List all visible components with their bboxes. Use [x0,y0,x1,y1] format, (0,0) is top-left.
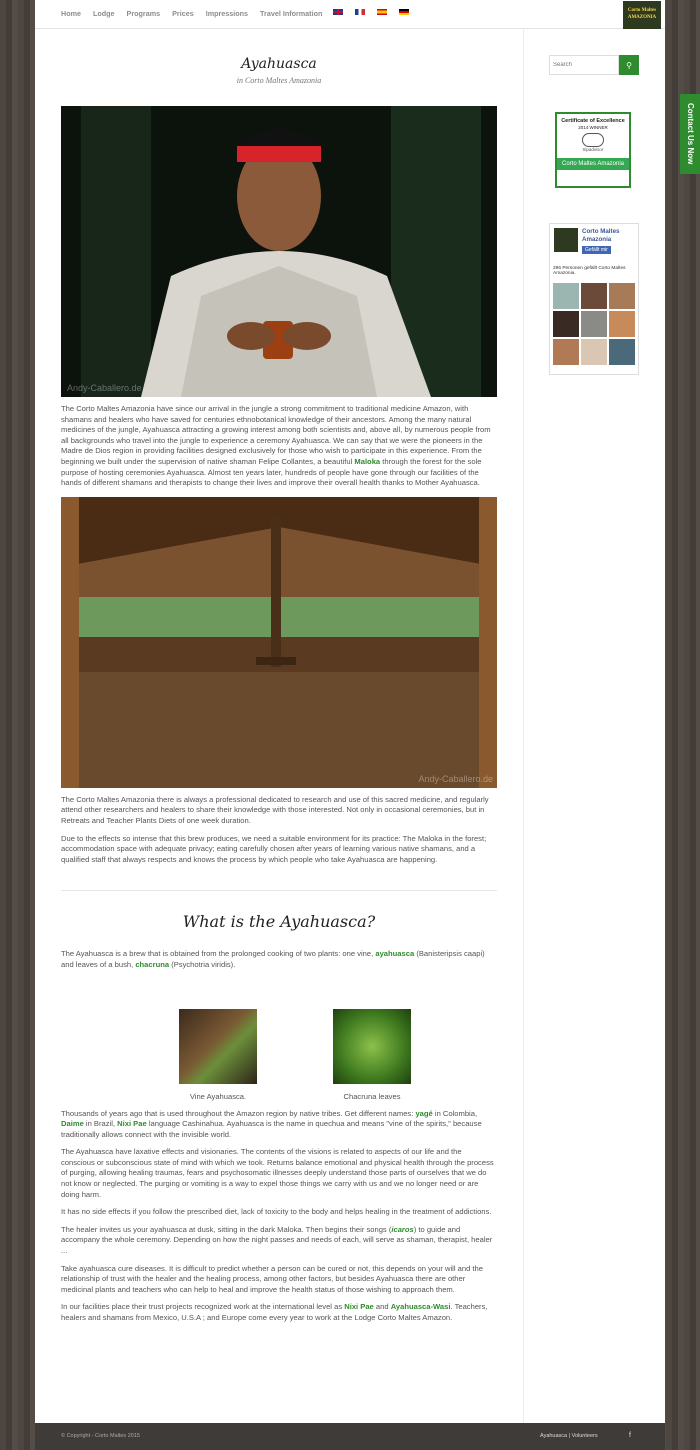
maloka-illustration [61,497,497,788]
fb-fan-grid [553,283,635,365]
maloka-link[interactable]: Maloka [354,456,381,466]
intro-p1-end: through the forest for the sole purpose of hosting ceremonies Ayahuasca. Almost ten years later, hundreds of people have gone through our facilities of the hands of different shamans and therapists to change their lives and improve their overall health thanks to Mother Ayahuasca. [61,456,482,488]
shaman-photo [61,106,497,397]
main-nav [61,9,334,18]
search-form [549,55,639,75]
fan-avatar[interactable] [553,311,579,337]
nav-home[interactable]: Home [61,9,81,18]
what-p2-d: language Cashinahua. Ayahuasca is the name in quechua and means "vine of the spirits," because traditionally allows connect with the invisible world. [61,1119,482,1139]
what-paragraph-1 [61,949,497,970]
search-input[interactable] [549,55,619,75]
chacruna-caption: Chacruna leaves [343,1091,401,1101]
cert-footer: Corto Maltes Amazonia [557,158,629,170]
cert-year: 2014 WINNER [578,125,608,130]
sidebar-divider [523,29,524,1423]
what-p7-a: In our facilities place their trust projects recognized work at the international level as [61,1302,345,1312]
top-navigation [35,0,665,29]
nav-travel-information[interactable]: Travel Information [260,9,323,18]
uk-flag-icon[interactable] [333,9,343,15]
chacruna-image[interactable] [333,1009,411,1084]
vine-caption: Vine Ayahuasca. [189,1091,247,1101]
maloka-photo [61,497,497,788]
nixi-pae-link[interactable]: Nixi Pae [117,1119,147,1129]
fan-avatar[interactable] [609,339,635,365]
shaman-illustration [61,106,497,397]
intro-paragraph-2: The Corto Maltes Amazonia there is always a professional dedicated to research and use of this sacred medicine, and regularly attend other researchers and healers to share their knowledge with those interested. Not only in occasional ceremonies, but in Retreats and Teacher Plants Diets of one week duration. [61,794,489,825]
what-paragraph-4: It has no side effects if you follow the prescribed diet, lack of toxicity to the body and helps healing in the treatment of addictions. [61,1207,492,1217]
photo-watermark-2: Andy-Caballero.de [418,773,493,784]
what-paragraph-3: The Ayahuasca have laxative effects and visionaries. The contents of the visions is related to aspects of our life and the conscious or subconscious state of mind with which we took. Returns balance emotional and physical health through the process of purging, allowing healing traumas, fears and psychosomatic illnesses deeply understand those parts of ourselves that we do not know or neglected. The purging or vomiting is a way to expel those things we carry with us and we no longer need or are doing harm. [61,1147,494,1199]
cert-title: Certificate of Excellence [561,118,625,124]
what-paragraph-6: Take ayahuasca cure diseases. It is difficult to predict whether a person can be cured or not, this depends on your will and the relationship of trust with the healer and the healing process, among other factors, but besides Ayahuasca there are other medicinal plants and teachers who can help to heal and improve the health status of those wishing to approach them. [61,1263,483,1294]
section-heading: What is the Ayahuasca? [182,912,376,932]
what-paragraph-2 [61,1109,497,1141]
what-p1-b: (Banisteripsis caapi) and leaves of a bush, [61,949,485,969]
copyright: © Copyright - Corto Maltes 2015 [61,1433,140,1439]
what-p7-b: and [373,1302,391,1312]
what-paragraph-5 [61,1225,497,1257]
fan-avatar[interactable] [553,283,579,309]
cert-brand: tripadvisor [582,147,604,152]
ayahuasca-wasi-link[interactable]: Ayahuasca-Wasi [390,1302,451,1312]
main-content [61,29,497,1324]
yage-link[interactable]: yagé [415,1108,433,1118]
what-p7-c: . Teachers, healers and shamans from Mexico, U.S.A ; and Europe come every year to work at the Lodge Corto Maltes Amazon. [61,1302,488,1322]
nixi-pae-link-2[interactable]: Nixi Pae [344,1302,374,1312]
site-logo[interactable] [623,1,661,29]
chacruna-figure [333,1009,411,1101]
intro-paragraph-3: Due to the effects so intense that this brew produces, we need a suitable environment for its practice: The Maloka in the forest; accommodation space with adequate privacy; eating carefully chosen after years of learning various native shamans, and a qualified staff that always respects and knows the process by which people who take Ayahuasca are happening. [61,833,487,864]
logo-line2: AMAZONIA [627,15,657,20]
daime-link[interactable]: Daime [61,1119,84,1129]
nav-lodge[interactable]: Lodge [92,9,115,18]
nav-impressions[interactable]: Impressions [205,9,249,18]
chacruna-link[interactable]: chacruna [135,959,170,969]
facebook-widget [549,223,639,375]
fb-like-count: 296 Personen gefällt Corto Maltes Amazonia. [553,266,626,276]
section-divider [61,890,497,891]
fb-like-button[interactable]: Gefällt mir [582,246,611,254]
search-button[interactable] [619,55,639,75]
what-p1-c: (Psychotria viridis). [169,959,236,969]
footer [35,1423,665,1450]
ayahuasca-link[interactable]: ayahuasca [375,949,415,959]
fan-avatar[interactable] [581,283,607,309]
logo-line1: Corto Maltes [627,8,657,13]
page-subtitle: in Corto Maltes Amazonia [236,76,322,85]
sidebar [549,55,639,375]
tripadvisor-owl-icon [582,133,604,147]
what-p5-a: The healer invites us your ayahuasca at dusk, sitting in the dark Maloka. Then begins their songs ( [61,1224,392,1234]
language-flags [333,9,409,15]
fan-avatar[interactable] [581,311,607,337]
plant-gallery [179,1009,497,1101]
fan-avatar[interactable] [609,283,635,309]
fr-flag-icon[interactable] [355,9,365,15]
icaros-link[interactable]: icaros [391,1224,414,1234]
fan-avatar[interactable] [609,311,635,337]
what-p2-b: in Colombia, [432,1108,478,1118]
footer-links[interactable]: Ayahuasca | Volunteers [540,1433,598,1439]
vine-figure [179,1009,257,1101]
search-icon: ⚲ [626,60,632,70]
fb-page-logo[interactable] [554,228,578,252]
page-title: Ayahuasca [241,56,317,72]
de-flag-icon[interactable] [399,9,409,15]
what-p5-b: ) to guide and accompany the whole ceremony. Depending on how the night passes and needs of each, will serve as shaman, therapist, healer ... [61,1224,493,1256]
tripadvisor-certificate[interactable] [555,112,631,188]
what-p2-a: Thousands of years ago that is used throughout the Amazon region by native tribes. Get different names: [61,1108,416,1118]
fb-page-name[interactable]: Corto Maltes Amazonia [582,228,620,243]
page [35,0,665,1450]
fan-avatar[interactable] [553,339,579,365]
nav-programs[interactable]: Programs [126,9,161,18]
what-p1-a: The Ayahuasca is a brew that is obtained from the prolonged cooking of two plants: one vine, [61,949,376,959]
facebook-icon[interactable]: f [629,1432,631,1439]
contact-us-tab[interactable]: Contact Us Now [680,94,700,174]
intro-p1-text: The Corto Maltes Amazonia have since our arrival in the jungle a strong commitment to traditional medicine Amazon, with shamans and healers who have saved for centuries ethnobotanical knowledge of their ancestors. Among the many natural medicines of the jungle, Ayahuasca attracting a growing interest among both scientists and, above all, by numerous people from all backgrounds who travel into the jungle to experience a ceremony Ayahuasca. We can say that we were the pioneers in the Madre de Dios region in providing facilities designed exclusively for those who wish to participate in this experience. From the beginning we built under the supervision of native shaman Felipe Collantes, a beautiful [61,404,491,466]
what-p2-c: in Brazil, [83,1119,118,1129]
photo-watermark: Andy-Caballero.de [67,383,142,393]
what-paragraph-7 [61,1302,497,1323]
fan-avatar[interactable] [581,339,607,365]
vine-image[interactable] [179,1009,257,1084]
es-flag-icon[interactable] [377,9,387,15]
nav-prices[interactable]: Prices [172,9,194,18]
intro-paragraph-1 [61,404,497,489]
